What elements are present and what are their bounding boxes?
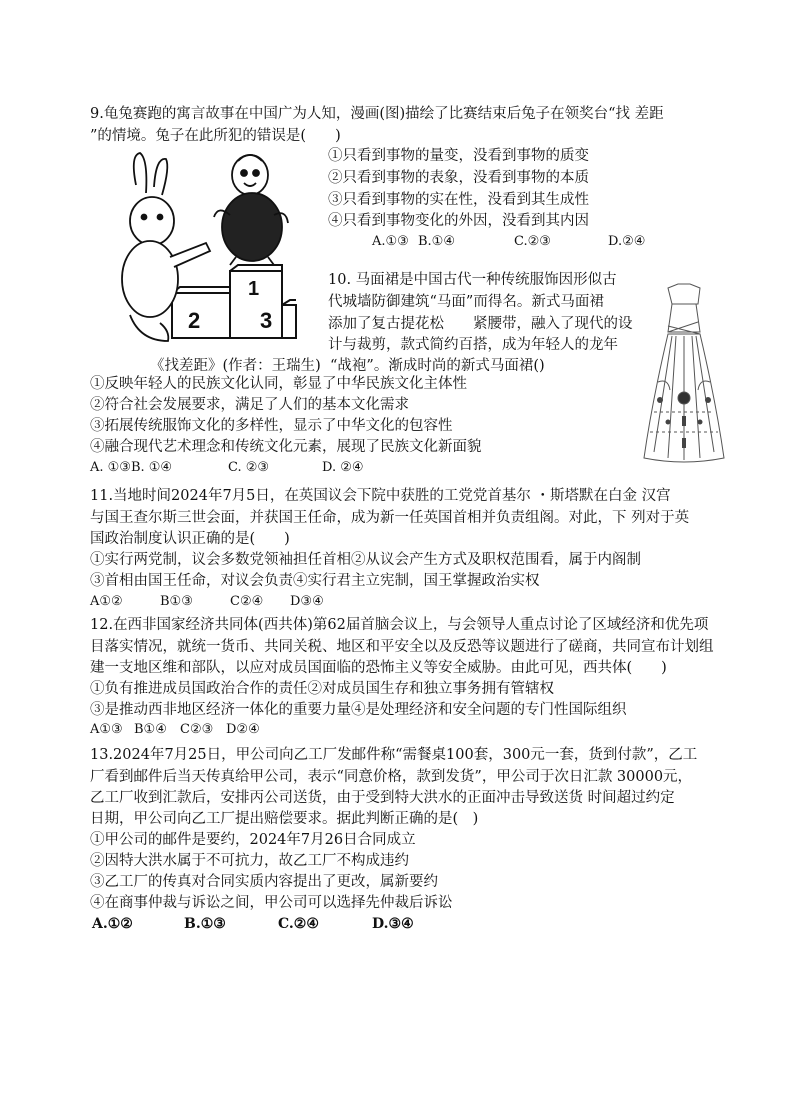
- q12-option-b[interactable]: B①④: [134, 722, 167, 737]
- q9-option-d[interactable]: D.②④: [608, 234, 646, 249]
- q12-option-c[interactable]: C②③: [180, 722, 214, 737]
- q11-option-b[interactable]: B①③: [160, 594, 193, 609]
- q11-items-3-4: ③首相由国王任命，对议会负责④实行君主立宪制，国王掌握政治实权: [90, 573, 540, 589]
- q10-line1: 10. 马面裙是中国古代一种传统服饰因形似古: [328, 272, 617, 288]
- q9-item-4: ④只看到事物变化的外因，没看到其内因: [328, 213, 589, 229]
- q9-item-1: ①只看到事物的量变，没看到事物的质变: [328, 148, 589, 164]
- q10-line3: 添加了复古提花松 紧腰带，融入了现代的设: [328, 316, 633, 332]
- q13-line3: 乙工厂收到汇款后，安排丙公司送货，由于受到特大洪水的正面冲击导致送货 时间超过约定: [90, 790, 675, 806]
- q10-item-1: ①反映年轻人的民族文化认同，彰显了中华民族文化主体性: [90, 376, 467, 392]
- q11-line3: 国政治制度认识正确的是( ): [90, 531, 290, 547]
- q12-items-3-4: ③是推动西非地区经济一体化的重要力量④是处理经济和安全问题的专门性国际组织: [90, 702, 627, 718]
- q11-option-a[interactable]: A①②: [90, 594, 123, 609]
- q10-item-2: ②符合社会发展要求，满足了人们的基本文化需求: [90, 397, 409, 413]
- q10-option-ab[interactable]: A. ①③B. ①④: [90, 460, 173, 475]
- q10-line4: 计与裁剪，款式简约百搭，成为年轻人的龙年: [328, 337, 618, 353]
- q11-option-c[interactable]: C②④: [230, 594, 264, 609]
- podium-number-2: 2: [188, 308, 201, 333]
- q9-stem-line1: 9.龟兔赛跑的寓言故事在中国广为人知，漫画(图)描绘了比赛结束后兔子在领奖台“找 差距: [90, 106, 664, 122]
- q12-items-1-2: ①负有推进成员国政治合作的责任②对成员国生存和独立事务拥有管辖权: [90, 681, 554, 697]
- q12-option-d[interactable]: D②④: [226, 722, 260, 737]
- q13-item-4: ④在商事仲裁与诉讼之间，甲公司可以选择先仲裁后诉讼: [90, 895, 453, 911]
- q11-option-d[interactable]: D③④: [290, 594, 324, 609]
- podium-number-3: 3: [260, 308, 273, 333]
- q13-line2: 厂看到邮件后当天传真给甲公司，表示“同意价格，款到发货”，甲公司于次日汇款 30000元，: [90, 769, 693, 785]
- q12-line2: 目落实情况，就统一货币、共同关税、地区和平安全以及反恐等议题进行了磋商，共同宣布计划组: [90, 639, 714, 655]
- q13-line1: 13.2024年7月25日，甲公司向乙工厂发邮件称“需餐桌100套，300元一套，货到付款”，乙工: [90, 747, 698, 763]
- q10-item-4: ④融合现代艺术理念和传统文化元素，展现了民族文化新面貌: [90, 439, 482, 455]
- q9-option-a[interactable]: A.①③: [372, 234, 409, 249]
- q12-line1: 12.在西非国家经济共同体(西共体)第62届首脑会议上，与会领导人重点讨论了区域经济和优先项: [90, 617, 709, 633]
- q13-option-d[interactable]: D.③④: [372, 916, 414, 932]
- q11-line2: 与国王查尔斯三世会面，并获国王任命，成为新一任英国首相并负责组阁。对此，下 列对于英: [90, 510, 690, 526]
- q9-cartoon-image: [110, 145, 310, 350]
- turtle-drawing: [214, 155, 288, 265]
- q9-cartoon-caption: 《找差距》(作者：王瑞生): [150, 358, 321, 374]
- q13-option-c[interactable]: C.②④: [278, 916, 319, 932]
- q10-option-d[interactable]: D. ②④: [322, 460, 364, 475]
- q13-option-a[interactable]: A.①②: [92, 916, 133, 932]
- q13-item-1: ①甲公司的邮件是要约，2024年7月26日合同成立: [90, 832, 416, 848]
- q13-line4: 日期，甲公司向乙工厂提出赔偿要求。据此判断正确的是( ): [90, 811, 479, 827]
- q9-option-b[interactable]: B.①④: [418, 234, 455, 249]
- q10-item-3: ③拓展传统服饰文化的多样性，显示了中华文化的包容性: [90, 418, 453, 434]
- q12-line3: 建一支地区维和部队，以应对成员国面临的恐怖主义等安全威胁。由此可见，西共体( ): [90, 660, 667, 676]
- q11-items-1-2: ①实行两党制，议会多数党领袖担任首相②从议会产生方式及职权范围看，属于内阁制: [90, 552, 641, 568]
- q13-option-b[interactable]: B.①③: [184, 916, 226, 932]
- q13-item-3: ③乙工厂的传真对合同实质内容提出了更改，属新要约: [90, 874, 438, 890]
- q9-item-2: ②只看到事物的表象，没看到事物的本质: [328, 170, 589, 186]
- q10-line5: “战袍”。渐成时尚的新式马面裙(): [330, 358, 545, 374]
- q13-item-2: ②因特大洪水属于不可抗力，故乙工厂不构成违约: [90, 853, 409, 869]
- podium-number-1: 1: [248, 278, 260, 300]
- q10-option-c[interactable]: C. ②③: [228, 460, 270, 475]
- q12-option-a[interactable]: A①③: [90, 722, 123, 737]
- q10-line2: 代城墙防御建筑“马面”而得名。新式马面裙: [328, 294, 604, 310]
- q9-option-c[interactable]: C.②③: [514, 234, 551, 249]
- q11-line1: 11.当地时间2024年7月5日，在英国议会下院中获胜的工党党首基尔 ・斯塔默在白金 汉宫: [90, 488, 671, 504]
- q9-stem-line2: ”的情境。兔子在此所犯的错误是( ): [90, 128, 341, 144]
- q9-item-3: ③只看到事物的实在性，没看到其生成性: [328, 192, 589, 208]
- mamian-skirt-image: [638, 282, 730, 467]
